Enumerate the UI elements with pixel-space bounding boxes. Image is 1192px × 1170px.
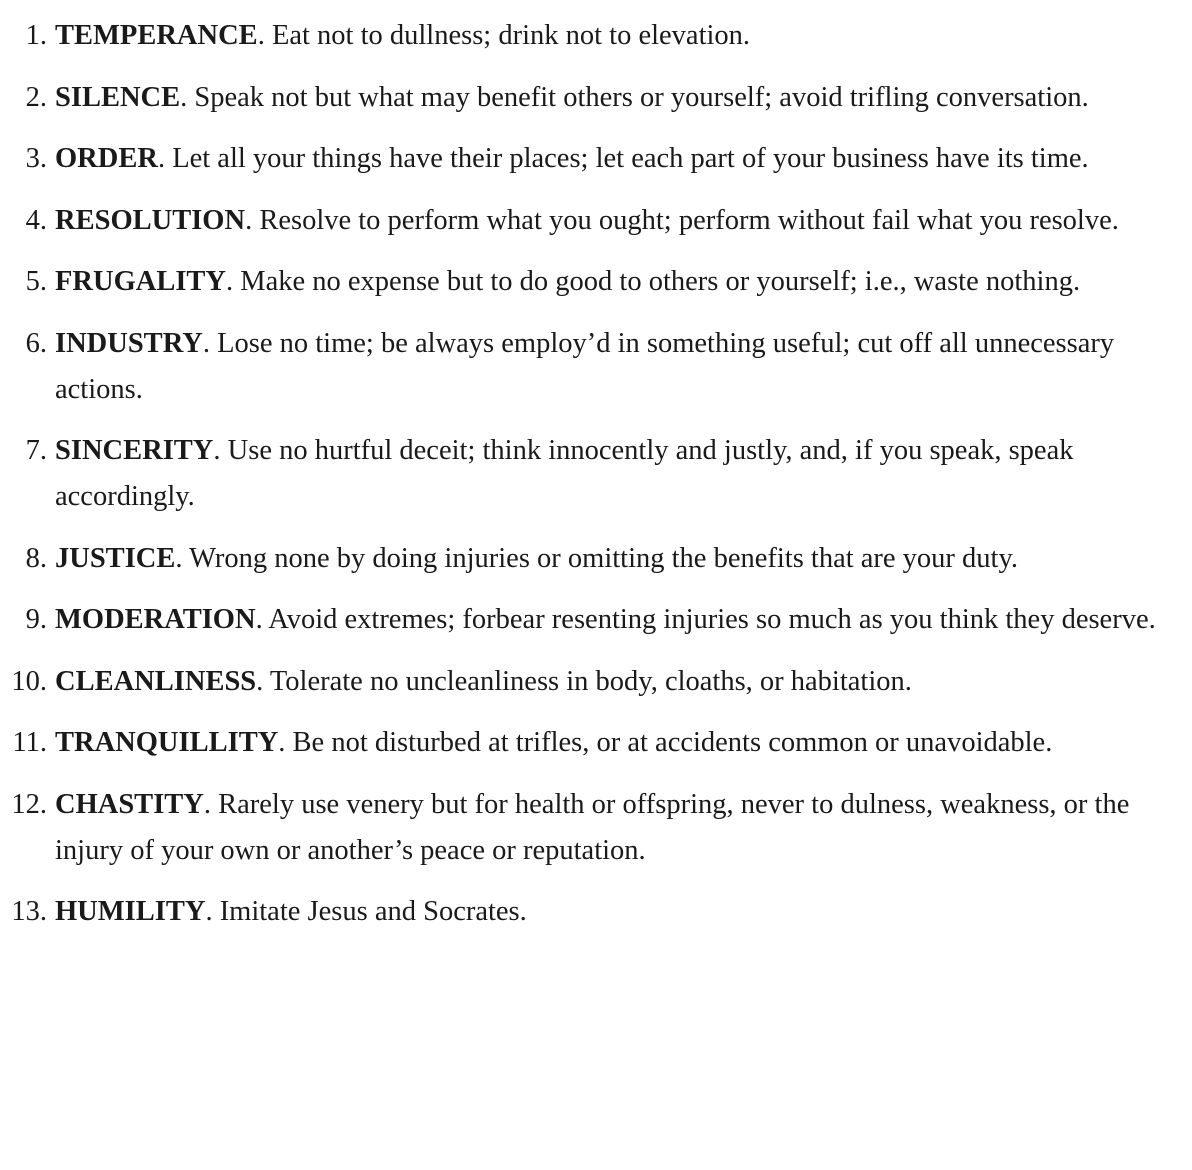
virtue-name: TRANQUILLITY — [55, 727, 279, 758]
item-number: 9. — [25, 604, 47, 635]
list-item — [0, 136, 1192, 182]
list-item — [0, 198, 1192, 244]
list-item — [0, 659, 1192, 705]
item-number: 4. — [25, 204, 47, 236]
virtue-name: SILENCE — [55, 81, 181, 113]
virtue-description: . Avoid extremes; forbear resenting injuries so much as you think they deserve. — [255, 604, 1156, 635]
list-item — [0, 259, 1192, 305]
list-item — [0, 13, 1192, 59]
virtue-description: . Speak not but what may benefit others or yourself; avoid trifling conversation. — [180, 81, 1089, 113]
virtue-name: SINCERITY — [55, 435, 214, 466]
item-number: 6. — [25, 327, 47, 359]
virtue-description: . Rarely use venery but for health or offspring, never to dulness, weakness, or the injury of your own or another’s peace or reputation. — [55, 788, 1130, 866]
list-item — [0, 428, 1192, 520]
list-item — [0, 720, 1192, 766]
virtue-description: . Let all your things have their places; let each part of your business have its time. — [157, 143, 1089, 174]
item-number: 2. — [25, 81, 47, 113]
item-number: 3. — [25, 143, 47, 174]
item-number: 8. — [25, 542, 47, 574]
item-number: 1. — [25, 20, 47, 51]
virtue-description: . Tolerate no uncleanliness in body, cloaths, or habitation. — [256, 665, 912, 697]
virtue-name: ORDER — [55, 143, 158, 174]
list-item — [0, 75, 1192, 121]
virtue-description: . Resolve to perform what you ought; perform without fail what you resolve. — [245, 204, 1119, 236]
virtue-name: TEMPERANCE — [55, 20, 258, 51]
list-item — [0, 321, 1192, 413]
virtue-name: MODERATION — [55, 604, 256, 635]
virtue-description: . Use no hurtful deceit; think innocently and justly, and, if you speak, speak accordingly. — [55, 435, 1074, 512]
list-item — [0, 597, 1192, 643]
item-number: 12. — [11, 788, 47, 820]
virtue-name: CLEANLINESS — [55, 665, 257, 697]
virtue-description: . Imitate Jesus and Socrates. — [205, 896, 527, 927]
virtue-name: RESOLUTION — [55, 204, 246, 236]
virtue-description: . Eat not to dullness; drink not to elevation. — [257, 20, 751, 51]
list-item — [0, 889, 1192, 935]
item-number: 7. — [25, 435, 47, 466]
item-number: 11. — [12, 727, 47, 758]
virtue-description: . Wrong none by doing injuries or omitting the benefits that are your duty. — [175, 542, 1018, 574]
virtue-description: . Lose no time; be always employ’d in something useful; cut off all unnecessary actions. — [55, 327, 1115, 405]
item-number: 13. — [11, 896, 47, 927]
virtue-name: INDUSTRY — [55, 327, 203, 359]
item-number: 5. — [25, 266, 47, 297]
virtue-description: . Be not disturbed at trifles, or at accidents common or unavoidable. — [278, 727, 1053, 758]
list-item — [0, 782, 1192, 874]
list-item — [0, 536, 1192, 582]
virtue-name: FRUGALITY — [55, 266, 227, 297]
item-number: 10. — [11, 665, 47, 697]
virtue-description: . Make no expense but to do good to others or yourself; i.e., waste nothing. — [226, 266, 1081, 297]
virtue-name: JUSTICE — [55, 542, 176, 574]
virtue-name: HUMILITY — [55, 896, 206, 927]
virtue-name: CHASTITY — [55, 788, 204, 820]
